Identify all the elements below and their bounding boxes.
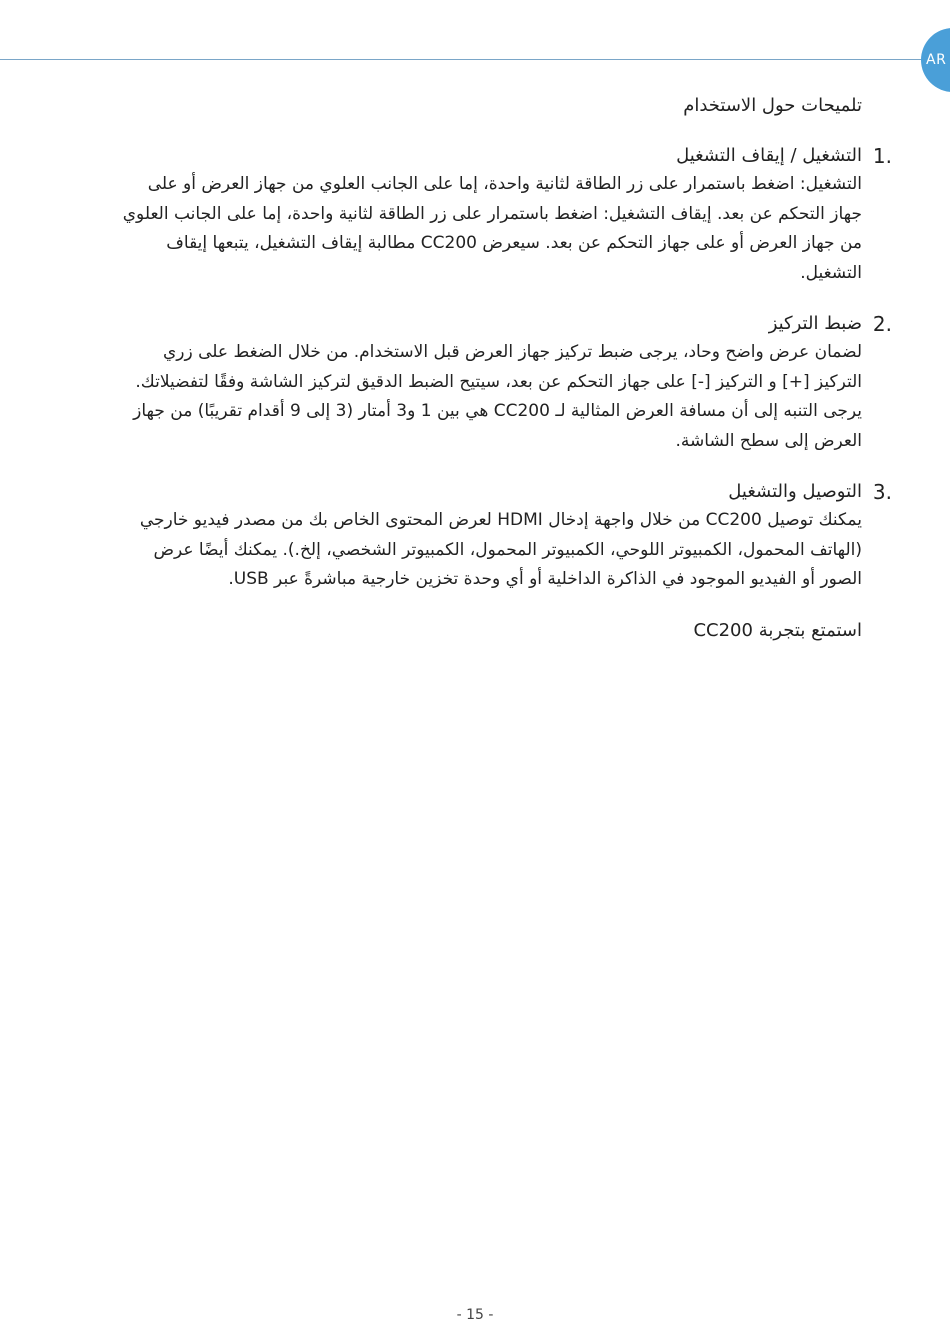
language-badge — [921, 28, 950, 92]
document-content — [122, 92, 892, 663]
section-body: لضمان عرض واضح وحاد، يرجى ضبط تركيز جهاز العرض قبل الاستخدام. من خلال الضغط على زري التركيز [+] و التركيز [-] على جهاز التحكم عن بعد، سيتيح الضبط الدقيق لتركيز الشاشة وفقًا لتفضيلاتك. يرجى التنبه إلى أن مسافة العرض المثالية لـ CC200 هي بين 1 و3 أمتار (3 إلى 9 أقدام تقريبًا) من جهاز العرض إلى سطح الشاشة. — [133, 342, 862, 451]
section-title: ضبط التركيز — [768, 313, 862, 334]
section-power — [122, 142, 892, 288]
section-body: يمكنك توصيل CC200 من خلال واجهة إدخال HDMI لعرض المحتوى الخاص بك من مصدر فيديو خارجي (الهاتف المحمول، الكمبيوتر اللوحي، الكمبيوتر المحمول، الكمبيوتر الشخصي، إلخ.). يمكنك أيضًا عرض الصور أو الفيديو الموجود في الذاكرة الداخلية أو أي وحدة تخزين خارجية مباشرةً عبر USB. — [139, 510, 862, 589]
closing-line: استمتع بتجربة CC200 — [693, 619, 862, 641]
section-heading — [122, 478, 892, 506]
section-heading — [122, 310, 892, 338]
section-focus — [122, 310, 892, 456]
section-plug-and-play — [122, 478, 892, 595]
document-title: تلميحات حول الاستخدام — [683, 95, 862, 116]
section-title: التشغيل / إيقاف التشغيل — [676, 145, 862, 166]
language-code: AR — [926, 52, 947, 68]
section-number: 3. — [872, 480, 892, 504]
section-number: 2. — [872, 312, 892, 336]
section-heading — [122, 142, 892, 170]
section-number: 1. — [872, 144, 892, 168]
section-body: التشغيل: اضغط باستمرار على زر الطاقة لثانية واحدة، إما على الجانب العلوي من جهاز العرض أو على جهاز التحكم عن بعد. إيقاف التشغيل: اضغط باستمرار على زر الطاقة لثانية واحدة، إما على الجانب العلوي من جهاز العرض أو على جهاز التحكم عن بعد. سيعرض CC200 مطالبة إيقاف التشغيل، يتبعها إيقاف التشغيل. — [122, 174, 862, 283]
page-number: - 15 - — [456, 1307, 494, 1323]
section-title: التوصيل والتشغيل — [728, 481, 862, 502]
header-rule — [0, 59, 925, 60]
